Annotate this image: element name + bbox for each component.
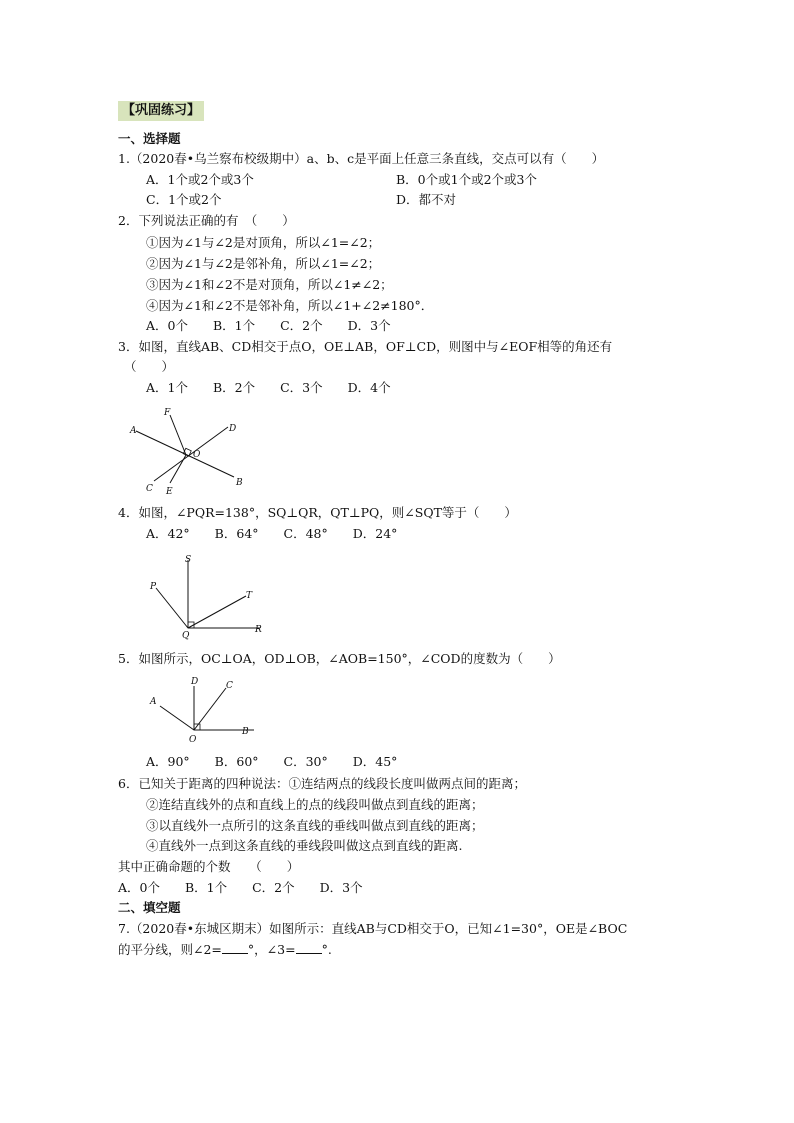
section-fill-title: 二、填空题	[118, 900, 181, 915]
line-cd	[154, 427, 228, 481]
q7-text-a: 的平分线，则∠2=	[118, 942, 222, 957]
practice-header: 【巩固练习】	[118, 101, 204, 121]
q6-statement-4: ④直线外一点到这条直线的垂线段叫做这点到直线的距离.	[146, 838, 463, 853]
q1-option-c: C．1个或2个	[146, 192, 222, 207]
point-b-label: B	[236, 478, 243, 488]
q6-statement-2: ②连结直线外的点和直线上的点的线段叫做点到直线的距离；	[146, 797, 484, 812]
q4-options: A．42° B．64° C．48° D．24°	[146, 526, 398, 541]
point-a-label: A	[130, 426, 137, 436]
q6-stem: 6．已知关于距离的四种说法：①连结两点的线段长度叫做两点间的距离；	[118, 776, 526, 791]
q7-text-b: °，∠3=	[247, 942, 296, 957]
q1-option-d: D．都不对	[396, 192, 457, 207]
point-f-label: F	[164, 408, 171, 418]
q2-statement-4: ④因为∠1和∠2不是邻补角，所以∠1+∠2≠180°．	[146, 298, 434, 313]
q7-blank-angle2[interactable]	[222, 941, 248, 954]
q1-stem: 1.（2020春•乌兰察布校级期中）a、b、c是平面上任意三条直线，交点可以有（ ）	[118, 151, 605, 166]
point-e-label: E	[166, 487, 173, 497]
q7-text-c: °.	[321, 942, 332, 957]
q3-stem: 3．如图，直线AB、CD相交于点O，OE⊥AB，OF⊥CD，则图中与∠EOF相等的角还有	[118, 339, 613, 354]
q5-stem: 5．如图所示，OC⊥OA，OD⊥OB，∠AOB=150°，∠COD的度数为（ ）	[118, 651, 561, 666]
ray-oe	[170, 455, 186, 483]
q6-ask: 其中正确命题的个数 （ ）	[118, 859, 300, 874]
q1-option-a: A．1个或2个或3个	[146, 172, 254, 187]
q3-answer-paren: （ ）	[124, 359, 175, 374]
q7-stem: 7.（2020春•东城区期末）如图所示：直线AB与CD相交于O，已知∠1=30°，OE是∠BOC	[118, 921, 628, 936]
q6-statement-3: ③以直线外一点所引的这条直线的垂线叫做点到直线的距离；	[146, 818, 484, 833]
q5-options: A．90° B．60° C．30° D．45°	[146, 754, 398, 769]
point-d-label: D	[191, 677, 199, 687]
line-ab	[136, 431, 234, 477]
point-b-label: B	[242, 727, 249, 737]
point-o-label: O	[193, 450, 201, 460]
point-p-label: P	[150, 582, 157, 592]
q1-option-b: B．0个或1个或2个或3个	[396, 172, 537, 187]
q7-blank-angle3[interactable]	[296, 941, 322, 954]
q2-options: A．0个 B．1个 C．2个 D．3个	[146, 318, 391, 333]
point-c-label: C	[226, 681, 233, 691]
point-d-label: D	[229, 424, 237, 434]
point-a-label: A	[150, 697, 157, 707]
ray-oa	[160, 706, 194, 730]
section-choice-title: 一、选择题	[118, 131, 181, 146]
q2-statement-3: ③因为∠1和∠2不是对顶角，所以∠1≠∠2；	[146, 277, 393, 292]
q4-figure	[142, 552, 272, 642]
ray-of	[170, 415, 186, 455]
point-o-label: O	[189, 735, 197, 745]
q7-line-2	[118, 941, 332, 959]
point-c-label: C	[146, 484, 153, 494]
point-t-label: T	[246, 591, 253, 601]
q4-stem: 4．如图，∠PQR=138°，SQ⊥QR，QT⊥PQ，则∠SQT等于（ ）	[118, 505, 517, 520]
q3-figure	[124, 403, 246, 499]
ray-qp	[156, 588, 188, 628]
q6-options: A．0个 B．1个 C．2个 D．3个	[118, 880, 363, 895]
point-r-label: R	[255, 625, 262, 635]
ray-qt	[188, 596, 246, 628]
q3-options: A．1个 B．2个 C．3个 D．4个	[146, 380, 391, 395]
q2-stem: 2．下列说法正确的有 （ ）	[118, 213, 295, 228]
point-s-label: S	[185, 555, 192, 565]
q5-figure	[142, 672, 262, 748]
point-q-label: Q	[182, 631, 190, 641]
q2-statement-1: ①因为∠1与∠2是对顶角，所以∠1=∠2；	[146, 235, 381, 250]
q2-statement-2: ②因为∠1与∠2是邻补角，所以∠1=∠2；	[146, 256, 381, 271]
